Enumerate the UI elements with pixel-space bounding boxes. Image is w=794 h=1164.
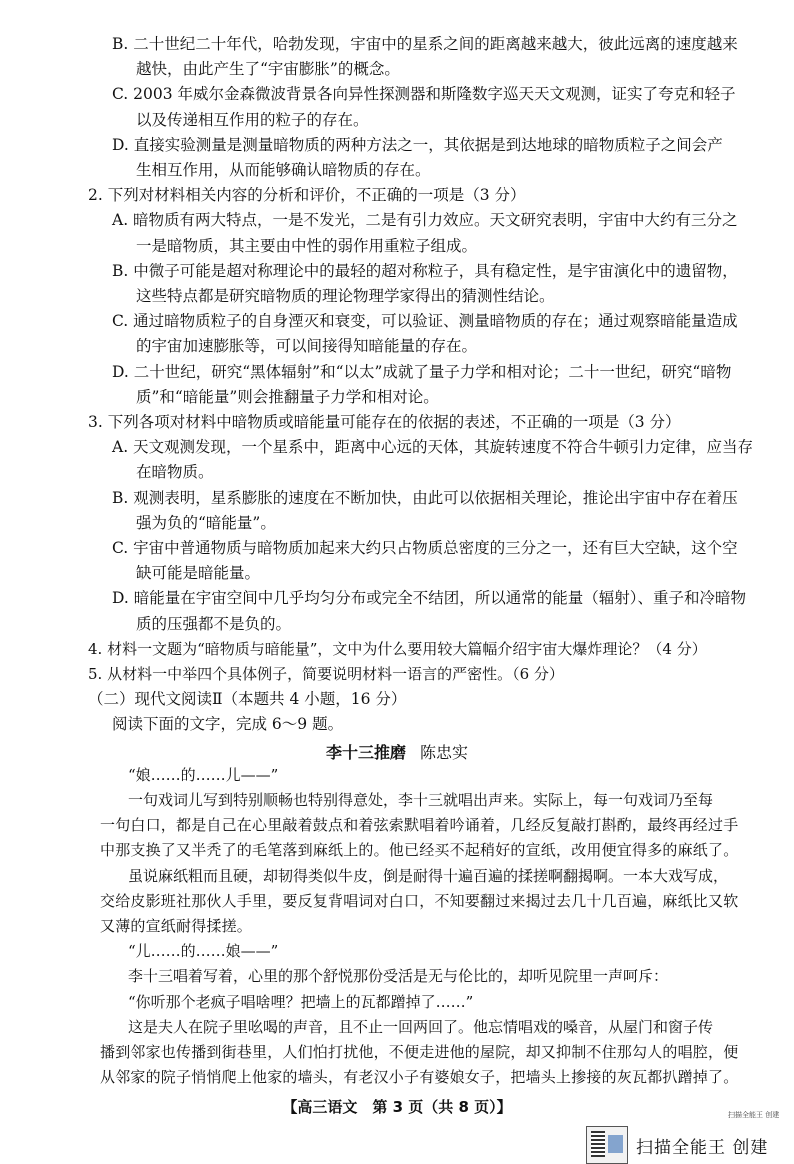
q3-option-a-line1: A. 天文观测发现，一个星系中，距离中心远的天体，其旋转速度不符合牛顿引力定律，应当存 [112, 438, 754, 457]
q3-option-a-line2: 在暗物质。 [136, 463, 214, 482]
passage-line: 播到邻家也传播到街巷里，人们怕打扰他，不便走进他的屋院，却又抑制不住那勾人的唱腔，便 [100, 1043, 739, 1061]
passage-line: “你听那个老疯子唱啥哩？把墙上的瓦都蹭掉了……” [128, 992, 474, 1011]
q1-option-d-line2: 生相互作用，从而能够确认暗物质的存在。 [136, 161, 431, 179]
section2-instruction: 阅读下面的文字，完成 6～9 题。 [112, 715, 344, 734]
q3-stem: 3. 下列各项对材料中暗物质或暗能量可能存在的依据的表述，不正确的一项是（3 分） [88, 413, 681, 431]
q3-option-d-line1: D. 暗能量在宇宙空间中几乎均匀分布或完全不结团，所以通常的能量（辐射）、重子和冷暗物 [112, 589, 746, 608]
passage-line: 虽说麻纸粗而且硬，却韧得类似牛皮，倒是耐得十遍百遍的揉搓啊翻揭啊。一本大戏写成， [128, 866, 729, 885]
q3-option-c-line1: C. 宇宙中普通物质与暗物质加起来大约只占物质总密度的三分之一，还有巨大空缺，这个空 [112, 539, 738, 557]
q2-option-b-line2: 这些特点都是研究暗物质的理论物理学家得出的猜测性结论。 [136, 287, 555, 305]
passage-line: 又薄的宣纸耐得揉搓。 [100, 917, 253, 935]
passage-line: “娘……的……儿——” [128, 765, 279, 784]
q3-option-c-line2: 缺可能是暗能量。 [136, 564, 261, 583]
q1-option-b-line2: 越快，由此产生了“宇宙膨胀”的概念。 [136, 60, 400, 79]
q3-option-b-line1: B. 观测表明，星系膨胀的速度在不断加快，由此可以依据相关理论，推论出宇宙中存在着压 [112, 488, 738, 507]
passage-line: 交给皮影班社那伙人手里，要反复背唱词对白口，不知要翻过来揭过去几十几百遍，麻纸比又软 [100, 891, 739, 910]
q2-option-c-line2: 的宇宙加速膨胀等，可以间接得知暗能量的存在。 [136, 337, 478, 356]
q2-option-d-line1: D. 二十世纪，研究“黑体辐射”和“以太”成就了量子力学和相对论；二十一世纪，研究“暗物 [112, 362, 732, 381]
q5-stem: 5. 从材料一中举四个具体例子，简要说明材料一语言的严密性。（6 分） [88, 665, 564, 683]
passage-line: “儿……的……娘——” [128, 942, 279, 961]
scanner-watermark [586, 1126, 768, 1164]
q3-option-b-line2: 强为负的“暗能量”。 [136, 513, 276, 532]
q2-stem: 2. 下列对材料相关内容的分析和评价，不正确的一项是（3 分） [88, 186, 526, 205]
scanner-logo-icon [586, 1126, 628, 1164]
q1-option-d-line1: D. 直接实验测量是测量暗物质的两种方法之一，其依据是到达地球的暗物质粒子之间会产 [112, 135, 723, 154]
q2-option-c-line1: C. 通过暗物质粒子的自身湮灭和衰变，可以验证、测量暗物质的存在；通过观察暗能量造成 [112, 312, 738, 331]
passage-line: 这是夫人在院子里吆喝的声音，且不止一回两回了。他忘情唱戏的嗓音，从屋门和窗子传 [128, 1017, 714, 1036]
page-footer: 【高三语文 第 3 页（共 8 页）】 [282, 1098, 512, 1117]
passage-line: 一句戏词儿写到特别顺畅也特别得意处，李十三就唱出声来。实际上，每一句戏词乃至每 [128, 791, 714, 809]
section2-heading: （二）现代文阅读Ⅱ（本题共 4 小题，16 分） [88, 690, 407, 709]
q1-option-c-line1: C. 2003 年威尔金森微波背景各向异性探测器和斯隆数字巡天天文观测，证实了夸克和轻子 [112, 85, 736, 104]
q1-option-c-line2: 以及传递相互作用的粒子的存在。 [136, 110, 369, 129]
passage-title: 李十三推磨 [325, 742, 406, 762]
passage-line: 中那支换了又半秃了的毛笔落到麻纸上的。他已经买不起稍好的宣纸，改用便宜得多的麻纸了。 [100, 841, 739, 860]
passage-line: 从邻家的院子悄悄爬上他家的墙头，有老汉小子有婆娘女子，把墙头上掺接的灰瓦都扒蹭掉了。 [100, 1068, 739, 1087]
q4-stem: 4. 材料一文题为“暗物质与暗能量”，文中为什么要用较大篇幅介绍宇宙大爆炸理论？（4 分） [88, 639, 707, 658]
q2-option-b-line1: B. 中微子可能是超对称理论中的最轻的超对称粒子，具有稳定性，是宇宙演化中的遗留物， [112, 261, 738, 280]
q1-option-b-line1: B. 二十世纪二十年代，哈勃发现，宇宙中的星系之间的距离越来越大，彼此远离的速度越来 [112, 35, 738, 53]
q3-option-d-line2: 质的压强都不是负的。 [136, 614, 292, 633]
q2-option-a-line1: A. 暗物质有两大特点，一是不发光，二是有引力效应。天文研究表明，宇宙中大约有三分之 [112, 211, 738, 230]
q2-option-d-line2: 质”和“暗能量”则会推翻量子力学和相对论。 [136, 387, 439, 406]
passage-line: 李十三唱着写着，心里的那个舒悦那份受活是无与伦比的，却听见院里一声呵斥： [128, 967, 669, 986]
corner-watermark: 扫描全能王 创建 [728, 1111, 780, 1119]
q2-option-a-line2: 一是暗物质，其主要由中性的弱作用重粒子组成。 [136, 236, 478, 255]
scanner-watermark-text: 扫描全能王 创建 [636, 1137, 769, 1158]
passage-author: 陈忠实 [420, 742, 469, 762]
passage-title-line [0, 740, 794, 763]
passage-line: 一句白口，都是自己在心里敲着鼓点和着弦索默唱着吟诵着，几经反复敲打斟酌，最终再经过手 [100, 816, 739, 835]
